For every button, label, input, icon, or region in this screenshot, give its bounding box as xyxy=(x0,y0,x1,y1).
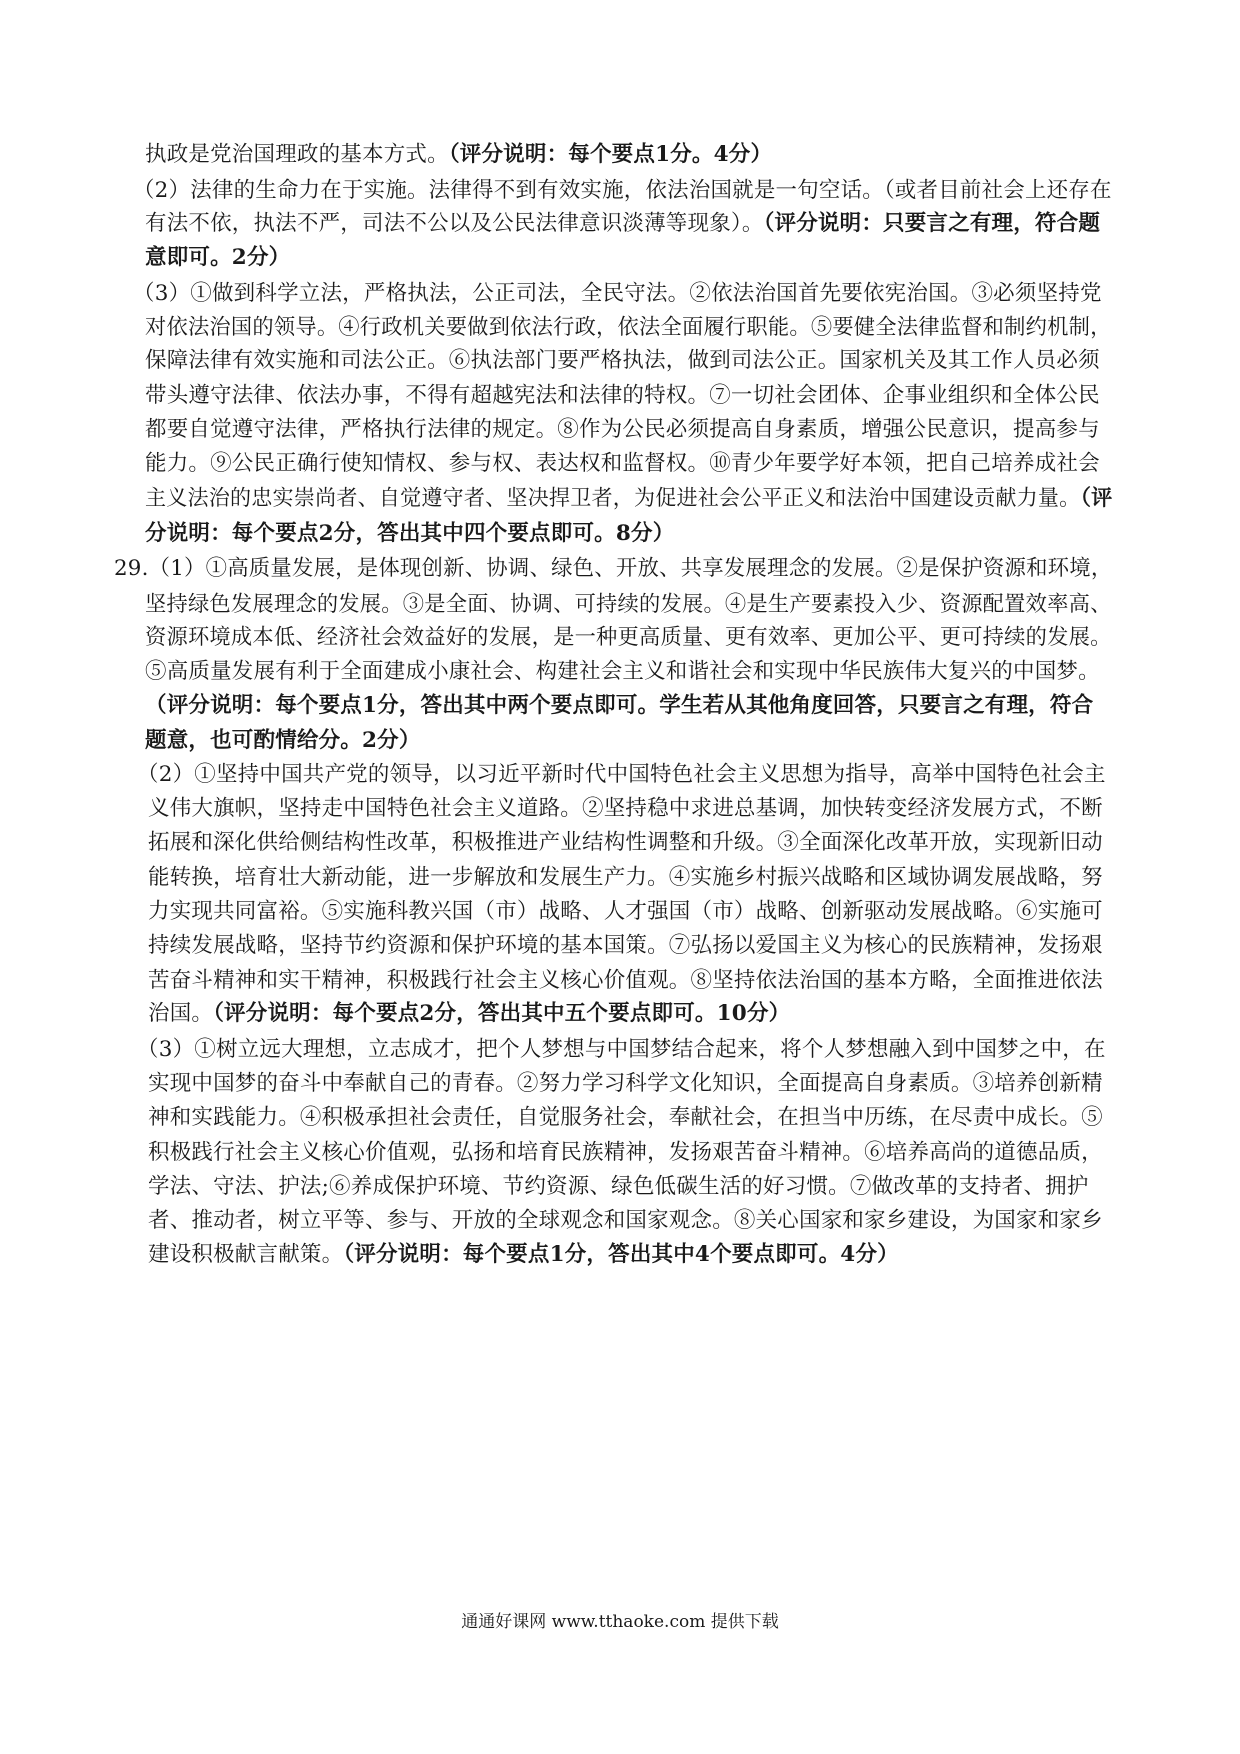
scoring-note: （评分说明：每个要点1分，答出其中4个要点即可。4分） xyxy=(343,1242,899,1267)
answer-text: （2）①坚持中国共产党的领导，以习近平新时代中国特色社会主义思想为指导，高举中国特色社会主 xyxy=(137,762,1106,787)
scoring-note: （评分说明：每个要点2分，答出其中五个要点即可。10分） xyxy=(213,1001,791,1026)
answer-text: （3）①做到科学立法，严格执法，公正司法，全民守法。②依法治国首先要依宪治国。③必须坚持党 xyxy=(133,281,1102,306)
answer-text: （2）法律的生命力在于实施。法律得不到有效实施，依法治国就是一句空话。（或者目前社会上还存在 xyxy=(133,178,1112,203)
text-line xyxy=(148,999,790,1029)
scoring-note: （评分说明：每个要点1分，答出其中两个要点即可。学生若从其他角度回答，只要言之有理，符合 xyxy=(145,693,1094,718)
scoring-note: 意即可。2分） xyxy=(145,245,291,270)
text-line xyxy=(145,519,674,549)
answer-text: 神和实践能力。④积极承担社会责任，自觉服务社会，奉献社会，在担当中历练，在尽责中成长。⑤ xyxy=(148,1105,1103,1130)
text-line xyxy=(148,897,1103,927)
answer-text: 者、推动者，树立平等、参与、开放的全球观念和国家观念。⑧关心国家和家乡建设，为国家和家乡 xyxy=(148,1208,1103,1233)
scoring-note: 题意，也可酌情给分。2分） xyxy=(145,728,421,753)
text-line xyxy=(148,1069,1103,1099)
answer-text: 对依法治国的领导。④行政机关要做到依法行政，依法全面履行职能。⑤要健全法律监督和制约机制， xyxy=(145,315,1112,340)
scoring-note: 分说明：每个要点2分，答出其中四个要点即可。8分） xyxy=(145,521,675,546)
text-line xyxy=(145,140,772,170)
text-line xyxy=(145,449,1100,479)
text-line xyxy=(148,828,1103,858)
answer-text: 积极践行社会主义核心价值观，弘扬和培育民族精神，发扬艰苦奋斗精神。⑥培养高尚的道德品质， xyxy=(148,1140,1103,1165)
text-line xyxy=(145,415,1100,445)
answer-text: 执政是党治国理政的基本方式。 xyxy=(145,142,449,167)
text-line xyxy=(148,1103,1103,1133)
answer-text: 有法不依，执法不严，司法不公以及公民法律意识淡薄等现象）。 xyxy=(145,211,764,236)
text-line xyxy=(148,1206,1103,1236)
text-line xyxy=(145,623,1112,653)
answer-text: 都要自觉遵守法律，严格执行法律的规定。⑧作为公民必须提高自身素质，增强公民意识，提高参与 xyxy=(145,417,1100,442)
answer-text: 资源环境成本低、经济社会效益好的发展，是一种更高质量、更有效率、更加公平、更可持续的发展。 xyxy=(145,625,1112,650)
answer-text: 能力。⑨公民正确行使知情权、参与权、表达权和监督权。⑩青少年要学好本领，把自己培养成社会 xyxy=(145,451,1100,476)
text-line xyxy=(145,381,1100,411)
scoring-note: （评分说明：每个要点1分。4分） xyxy=(448,142,773,167)
answer-text: 实现中国梦的奋斗中奉献自己的青春。②努力学习科学文化知识，全面提高自身素质。③培养创新精 xyxy=(148,1071,1103,1096)
answer-text: ⑤高质量发展有利于全面建成小康社会、构建社会主义和谐社会和实现中华民族伟大复兴的中国梦。 xyxy=(145,659,1100,684)
answer-text: 治国。 xyxy=(148,1001,214,1026)
text-line xyxy=(145,691,1093,721)
text-line xyxy=(148,966,1103,996)
answer-text: 拓展和深化供给侧结构性改革，积极推进产业结构性调整和升级。③全面深化改革开放，实现新旧动 xyxy=(148,830,1103,855)
answer-text: 带头遵守法律、依法办事，不得有超越宪法和法律的特权。⑦一切社会团体、企事业组织和全体公民 xyxy=(145,383,1100,408)
answer-text: 苦奋斗精神和实干精神，积极践行社会主义核心价值观。⑧坚持依法治国的基本方略，全面推进依法 xyxy=(148,968,1103,993)
answer-text: 保障法律有效实施和司法公正。⑥执法部门要严格执法，做到司法公正。国家机关及其工作人员必须 xyxy=(145,348,1100,373)
answer-text: 学法、守法、护法;⑥养成保护环境、节约资源、绿色低碳生活的好习惯。⑦做改革的支持者、拥护 xyxy=(148,1174,1089,1199)
text-line xyxy=(145,209,1100,239)
text-line xyxy=(133,176,1112,206)
text-line xyxy=(148,1138,1103,1168)
text-line xyxy=(114,554,1112,584)
text-line xyxy=(133,279,1102,309)
text-line xyxy=(148,794,1103,824)
answer-text: 29.（1）①高质量发展，是体现创新、协调、绿色、开放、共享发展理念的发展。②是保护资源和环境， xyxy=(114,556,1113,581)
text-line xyxy=(148,1240,899,1270)
text-line xyxy=(148,931,1103,961)
text-line xyxy=(145,346,1100,376)
text-line xyxy=(145,313,1112,343)
text-line xyxy=(145,657,1100,687)
text-line xyxy=(145,243,290,273)
text-line xyxy=(137,760,1106,790)
scoring-note: （评分说明：只要言之有理，符合题 xyxy=(763,211,1101,236)
text-line xyxy=(145,726,421,756)
text-line xyxy=(145,590,1112,620)
answer-text: 建设积极献言献策。 xyxy=(148,1242,344,1267)
answer-text: 主义法治的忠实崇尚者、自觉遵守者、坚决捍卫者，为促进社会公平正义和法治中国建设贡献力量。 xyxy=(145,486,1081,511)
page-footer: 通通好课网 www.tthaoke.com 提供下载 xyxy=(461,1612,779,1632)
answer-text: 能转换，培育壮大新动能，进一步解放和发展生产力。④实施乡村振兴战略和区域协调发展战略，努 xyxy=(148,865,1103,890)
scoring-note: （评 xyxy=(1080,486,1113,511)
answer-text: 力实现共同富裕。⑤实施科教兴国（市）战略、人才强国（市）战略、创新驱动发展战略。⑥实施可 xyxy=(148,899,1103,924)
answer-text: （3）①树立远大理想，立志成才，把个人梦想与中国梦结合起来，将个人梦想融入到中国梦之中，在 xyxy=(137,1037,1106,1062)
text-line xyxy=(137,1035,1106,1065)
text-line xyxy=(145,484,1112,514)
text-line xyxy=(148,1172,1089,1202)
text-line xyxy=(148,863,1103,893)
answer-text: 义伟大旗帜，坚持走中国特色社会主义道路。②坚持稳中求进总基调，加快转变经济发展方式，不断 xyxy=(148,796,1103,821)
answer-text: 坚持绿色发展理念的发展。③是全面、协调、可持续的发展。④是生产要素投入少、资源配置效率高、 xyxy=(145,592,1112,617)
answer-text: 持续发展战略，坚持节约资源和保护环境的基本国策。⑦弘扬以爱国主义为核心的民族精神，发扬艰 xyxy=(148,933,1103,958)
